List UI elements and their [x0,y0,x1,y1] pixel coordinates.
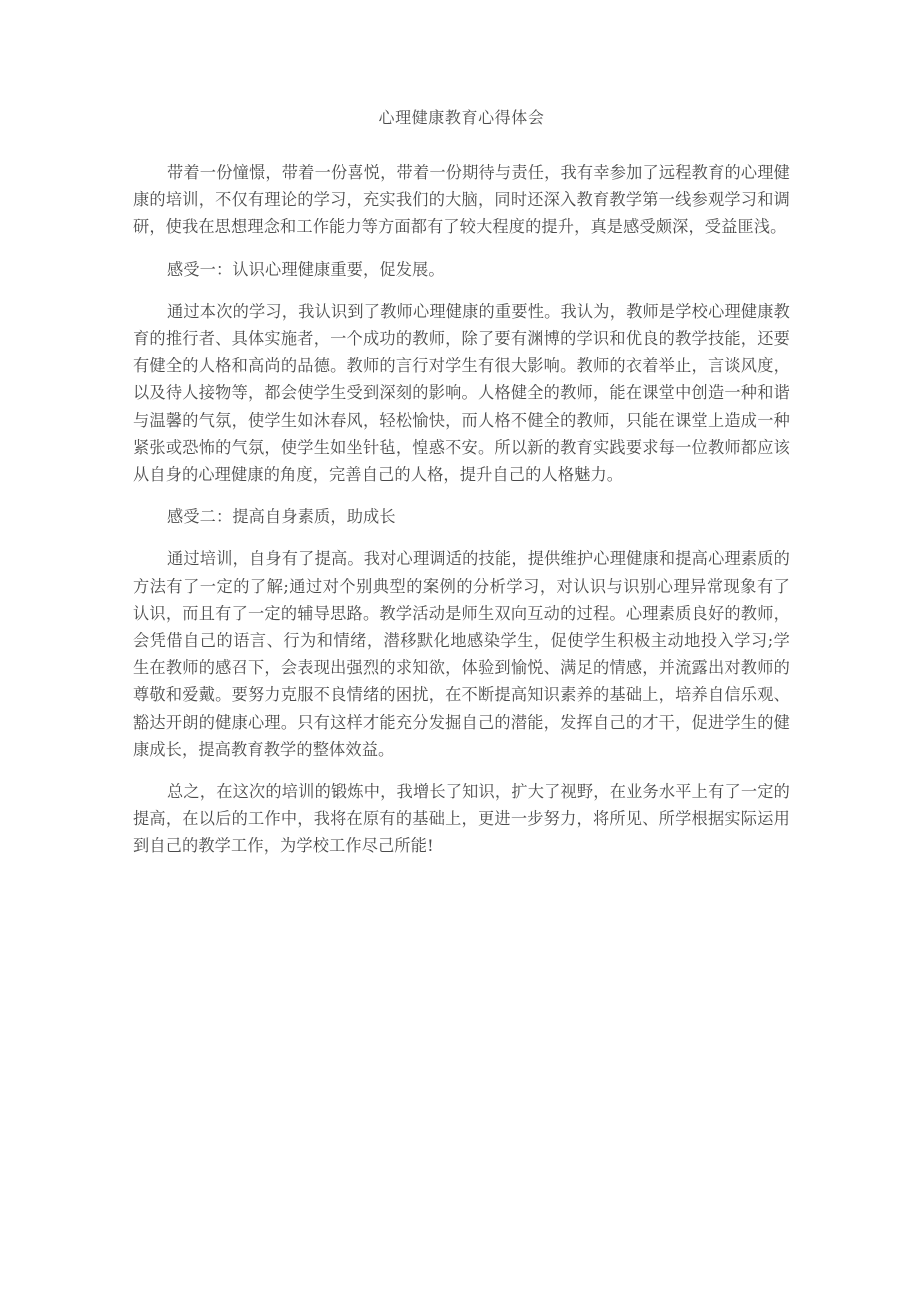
section-heading-one: 感受一：认识心理健康重要，促发展。 [167,259,445,279]
page-title: 心理健康教育心得体会 [378,108,545,127]
paragraph-intro: 带着一份憧憬，带着一份喜悦，带着一份期待与责任，我有幸参加了远程教育的心理健康的培训，不仅有理论的学习，充实我们的大脑，同时还深入教育教学第一线参观学习和调研，使我在思想理念和工作能力等方面都有了较大程度的提升，真是感受颇深，受益匪浅。 [133,163,790,237]
paragraph-body-two: 通过培训，自身有了提高。我对心理调适的技能，提供维护心理健康和提高心理素质的方法有了一定的了解;通过对个别典型的案例的分析学习，对认识与识别心理异常现象有了认识，而且有了一定的辅导思路。教学活动是师生双向互动的过程。心理素质良好的教师，会凭借自己的语言、行为和情绪，潜移默化地感染学生，促使学生积极主动地投入学习;学生在教师的感召下，会表现出强烈的求知欲，体验到愉悦、满足的情感，并流露出对教师的尊敬和爱戴。要努力克服不良情绪的困扰，在不断提高知识素养的基础上，培养自信乐观、豁达开朗的健康心理。只有这样才能充分发掘自己的潜能，发挥自己的才干，促进学生的健康成长，提高教育教学的整体效益。 [133,549,790,759]
section-heading-two: 感受二：提高自身素质，助成长 [167,507,396,527]
paragraph-body-one: 通过本次的学习，我认识到了教师心理健康的重要性。我认为，教师是学校心理健康教育的推行者、具体实施者，一个成功的教师，除了要有渊博的学识和优良的教学技能，还要有健全的人格和高尚的品德。教师的言行对学生有很大影响。教师的衣着举止，言谈风度，以及待人接物等，都会使学生受到深刻的影响。人格健全的教师，能在课堂中创造一种和谐与温馨的气氛，使学生如沐春风，轻松愉快，而人格不健全的教师，只能在课堂上造成一种紧张或恐怖的气氛，使学生如坐针毡，惶惑不安。所以新的教育实践要求每一位教师都应该从自身的心理健康的角度，完善自己的人格，提升自己的人格魅力。 [133,301,790,485]
document-text-column [133,104,790,860]
paragraph-conclusion: 总之，在这次的培训的锻炼中，我增长了知识，扩大了视野，在业务水平上有了一定的提高，在以后的工作中，我将在原有的基础上，更进一步努力，将所见、所学根据实际运用到自己的教学工作，为学校工作尽己所能! [133,782,790,856]
